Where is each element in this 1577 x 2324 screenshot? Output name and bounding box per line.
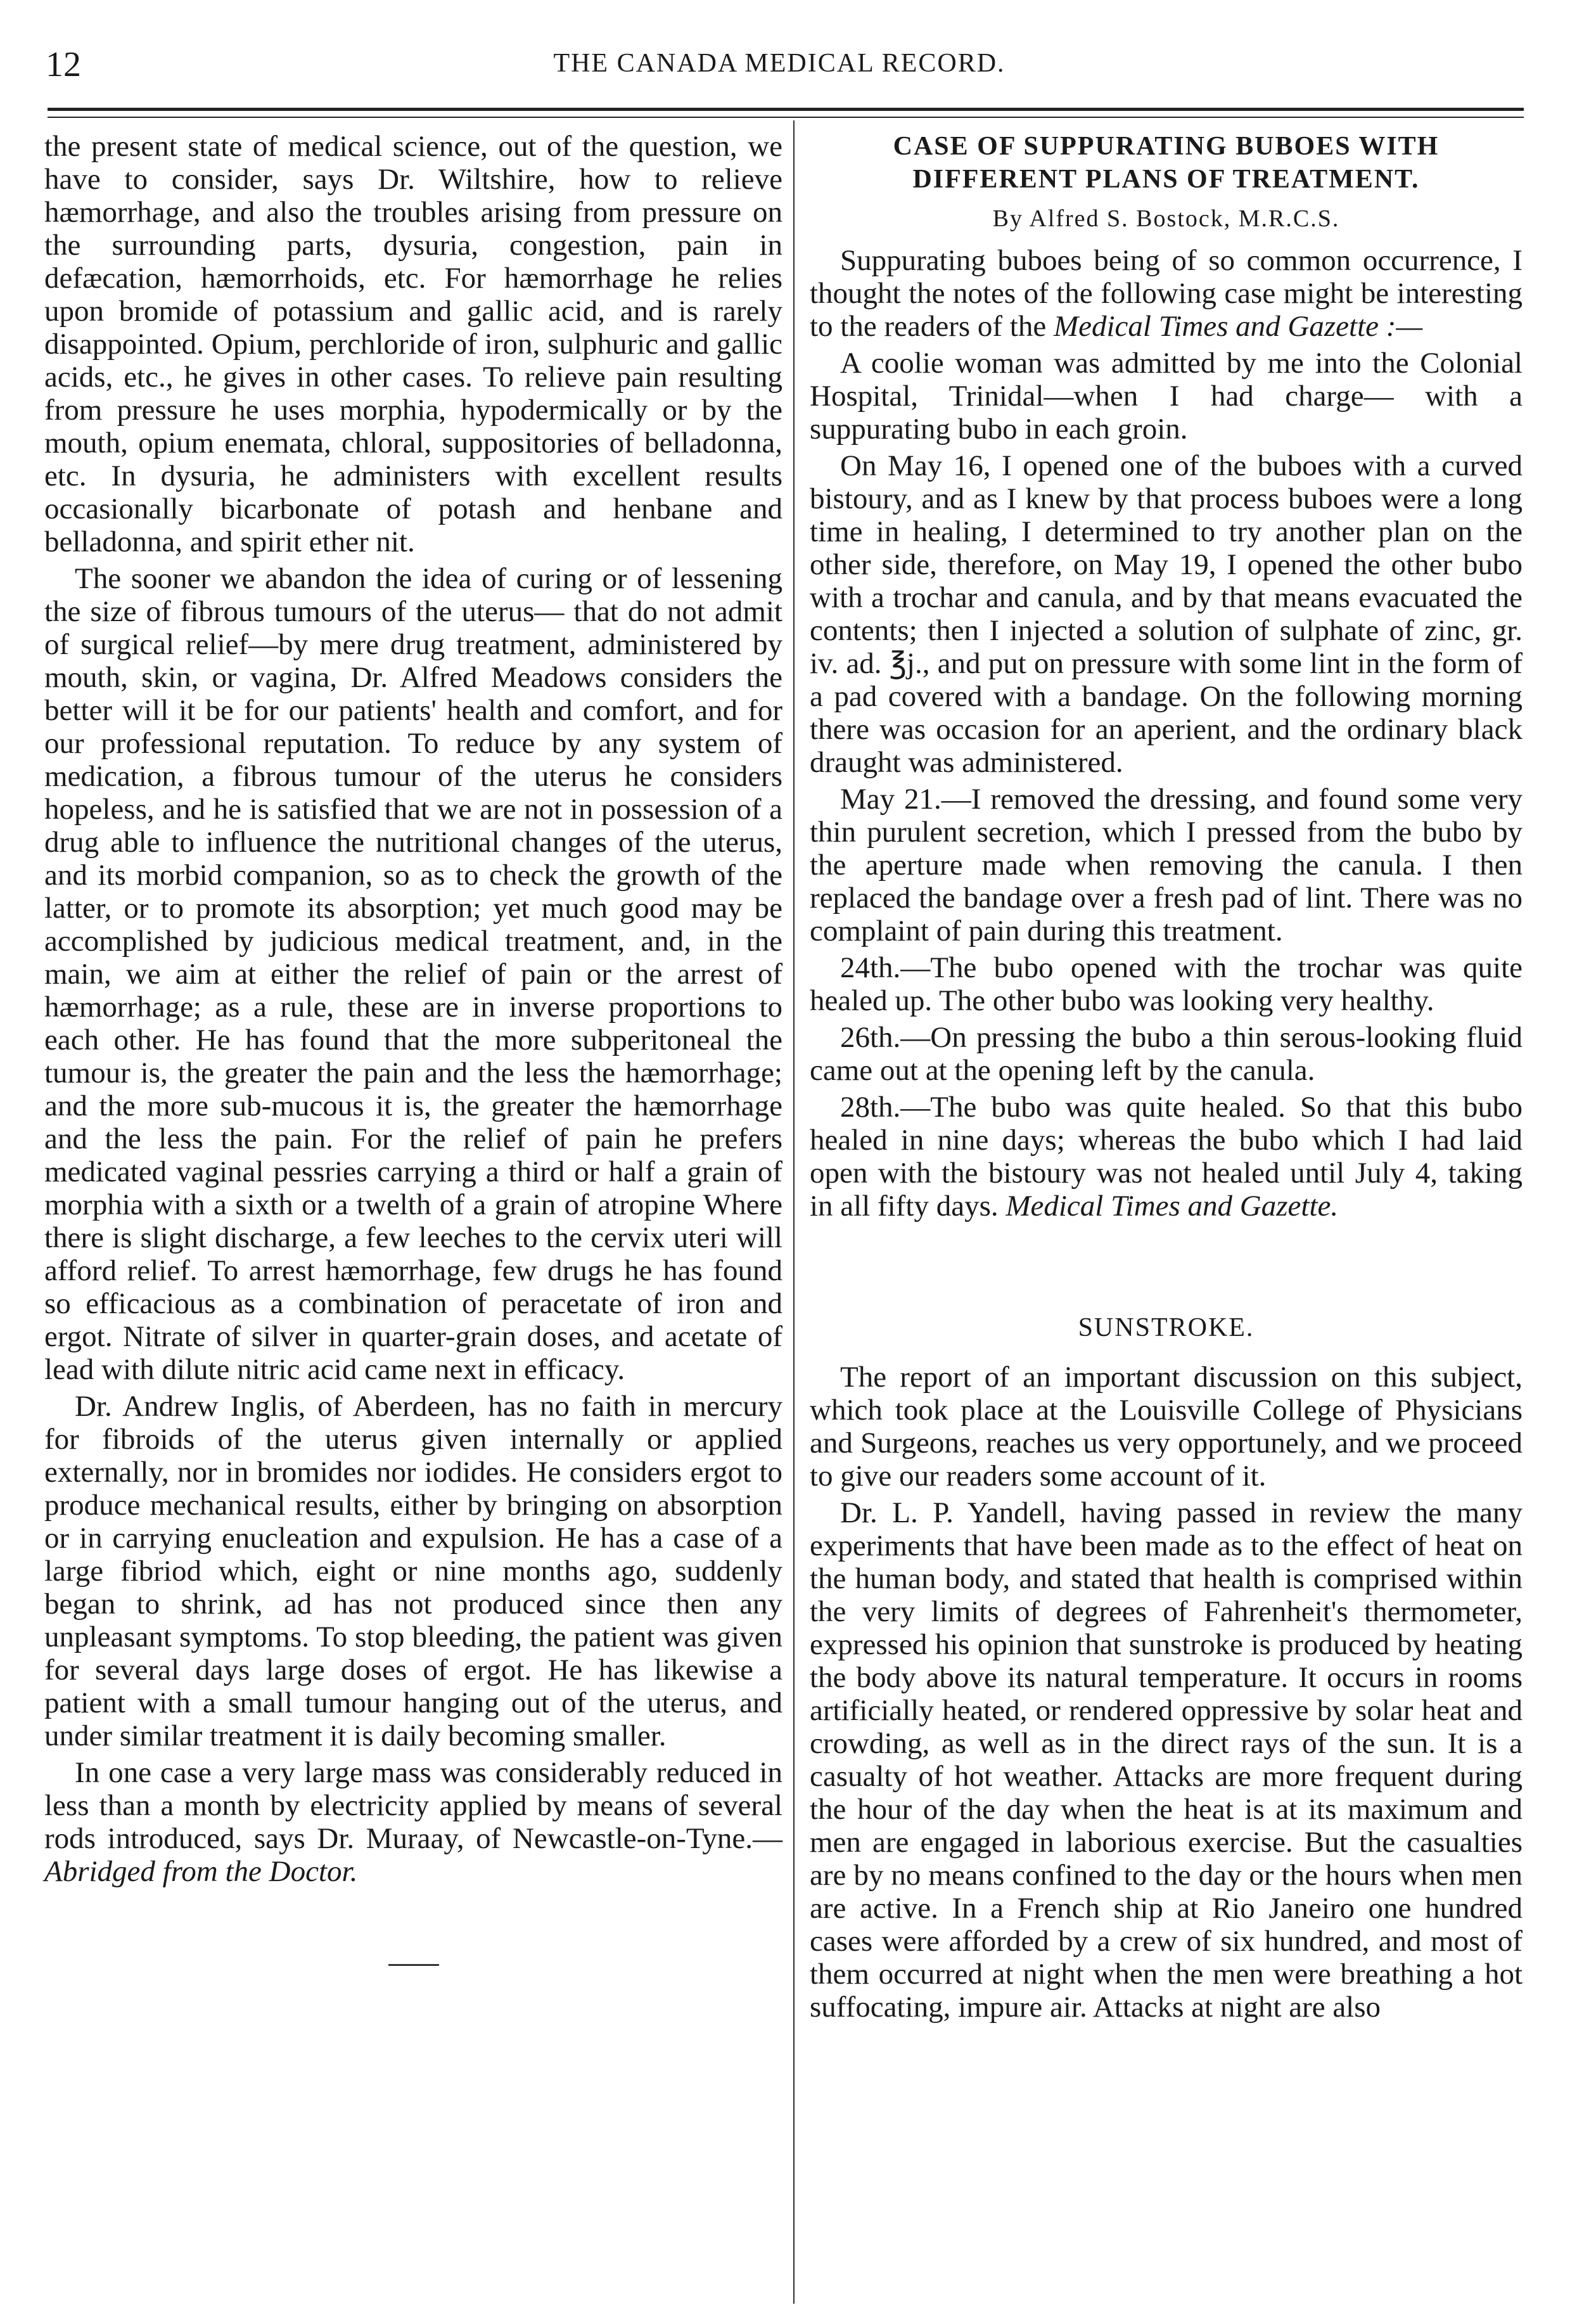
paragraph-text: In one case a very large mass was considerably reduced in less than a month by electricity applied by means of several rods introduced, says Dr. Muraay, of Newcastle-on-Tyne.— (44, 1756, 782, 1855)
article-byline: By Alfred S. Bostock, M.R.C.S. (992, 205, 1340, 232)
paragraph (44, 1756, 782, 1888)
paragraph: The report of an important discussion on this subject, which took place at the Louisville College of Physicians and Surgeons, reaches us very opportunely, and we proceed to give our readers some account of it. (810, 1361, 1523, 1493)
right-column (810, 130, 1523, 2024)
bubo-article (810, 130, 1523, 1223)
paragraph: 24th.—The bubo opened with the trochar was quite healed up. The other bubo was looking very healthy. (810, 951, 1523, 1017)
article-title: CASE OF SUPPURATING BUBOES WITH DIFFERENT PLANS OF TREATMENT. (893, 132, 1440, 194)
paragraph: Dr. Andrew Inglis, of Aberdeen, has no faith in mercury for fibroids of the uterus given internally or applied externally, nor in bromides nor iodides. He considers ergot to produce mechanical results, either by bringing on absorption or in carrying enucleation and expulsion. He has a case of a large fibriod which, eight or nine months ago, suddenly began to shrink, ad has not produced since then any unpleasant symptoms. To stop bleeding, the patient was given for several days large doses of ergot. He has likewise a patient with a small tumour hanging out of the uterus, and under similar treatment it is daily becoming smaller. (44, 1390, 782, 1752)
source-citation: Medical Times and Gazette. (1006, 1190, 1339, 1223)
paragraph-text: Suppurating buboes being of so common occurrence, I thought the notes of the following case might be interesting to the readers of the (810, 244, 1523, 343)
left-column (44, 130, 782, 1966)
paragraph (810, 1091, 1523, 1223)
source-citation: Medical Times and Gazette :— (1053, 310, 1423, 343)
section-separator (388, 1964, 439, 1966)
source-citation: Abridged from the Doctor. (44, 1855, 358, 1888)
page-number: 12 (46, 45, 81, 84)
sunstroke-article (810, 1311, 1523, 2024)
header-rule (48, 108, 1524, 111)
paragraph (810, 244, 1523, 343)
article-title: SUNSTROKE. (1078, 1313, 1255, 1342)
paragraph: May 21.—I removed the dressing, and found some very thin purulent secretion, which I pressed from the bubo by the aperture made when removing the canula. I then replaced the bandage over a fresh pad of lint. There was no complaint of pain during this treatment. (810, 783, 1523, 947)
paragraph: 26th.—On pressing the bubo a thin serous-looking fluid came out at the opening left by the canula. (810, 1021, 1523, 1087)
paragraph-text: 28th.—The bubo was quite healed. So that this bubo healed in nine days; whereas the bubo which I had laid open with the bistoury was not healed until July 4, taking in all fifty days. (810, 1091, 1523, 1223)
paragraph: A coolie woman was admitted by me into the Colonial Hospital, Trinidal—when I had charge— with a suppurating bubo in each groin. (810, 347, 1523, 446)
column-divider (793, 120, 795, 2304)
paragraph: On May 16, I opened one of the buboes with a curved bistoury, and as I knew by that process buboes were a long time in healing, I determined to try another plan on the other side, therefore, on May 19, I opened the other bubo with a trochar and canula, and by that means evacuated the contents; then I injected a solution of sulphate of zinc, gr. iv. ad. ℥j., and put on pressure with some lint in the form of a pad covered with a bandage. On the following morning there was occasion for an aperient, and the ordinary black draught was administered. (810, 449, 1523, 779)
header-rule-thin (48, 117, 1524, 118)
paragraph: The sooner we abandon the idea of curing or of lessening the size of fibrous tumours of the uterus— that do not admit of surgical relief—by mere drug treatment, administered by mouth, skin, or vagina, Dr. Alfred Meadows considers the better will it be for our patients' health and comfort, and for our professional reputation. To reduce by any system of medication, a fibrous tumour of the uterus he considers hopeless, and he is satisfied that we are not in possession of a drug able to influence the nutritional changes of the uterus, and its morbid companion, so as to check the growth of the latter, or to promote its absorption; yet much good may be accomplished by judicious medical treatment, and, in the main, we aim at either the relief of pain or the arrest of hæmorrhage; as a rule, these are in inverse proportions to each other. He has found that the more subperitoneal the tumour is, the greater the pain and the less the hæmorrhage; and the more sub-mucous it is, the greater the hæmorrhage and the less the pain. For the relief of pain he prefers medicated vaginal pessries carrying a third or half a grain of morphia with a sixth or a twelth of a grain of atropine Where there is slight discharge, a few leeches to the cervix uteri will afford relief. To arrest hæmorrhage, few drugs he has found so efficacious as a combination of peracetate of iron and ergot. Nitrate of silver in quarter-grain doses, and acetate of lead with dilute nitric acid came next in efficacy. (44, 562, 782, 1386)
paragraph: Dr. L. P. Yandell, having passed in review the many experiments that have been made as to the effect of heat on the human body, and stated that health is comprised within the very limits of degrees of Fahrenheit's thermometer, expressed his opinion that sunstroke is produced by heating the body above its natural temperature. It occurs in rooms artificially heated, or rendered oppressive by solar heat and crowding, as well as in the direct rays of the sun. It is a casualty of hot weather. Attacks are more frequent during the hour of the day when the heat is at its maximum and men are engaged in laborious exercise. But the casualties are by no means confined to the day or the hours when men are active. In a French ship at Rio Janeiro one hundred cases were afforded by a crew of six hundred, and most of them occurred at night when the men were breathing a hot suffocating, impure air. Attacks at night are also (810, 1496, 1523, 2024)
paragraph: the present state of medical science, out of the question, we have to consider, says Dr. Wiltshire, how to relieve hæmorrhage, and also the troubles arising from pressure on the surrounding parts, dysuria, congestion, pain in defæcation, hæmorrhoids, etc. For hæmorrhage he relies upon bromide of potassium and gallic acid, and is rarely disappointed. Opium, perchloride of iron, sulphuric and gallic acids, etc., he gives in other cases. To relieve pain resulting from pressure he uses morphia, hypodermically or by the mouth, opium enemata, chloral, suppositories of belladonna, etc. In dysuria, he administers with excellent results occasionally bicarbonate of potash and henbane and belladonna, and spirit ether nit. (44, 130, 782, 558)
journal-title: THE CANADA MEDICAL RECORD. (553, 49, 1006, 78)
page-header (38, 44, 1521, 95)
